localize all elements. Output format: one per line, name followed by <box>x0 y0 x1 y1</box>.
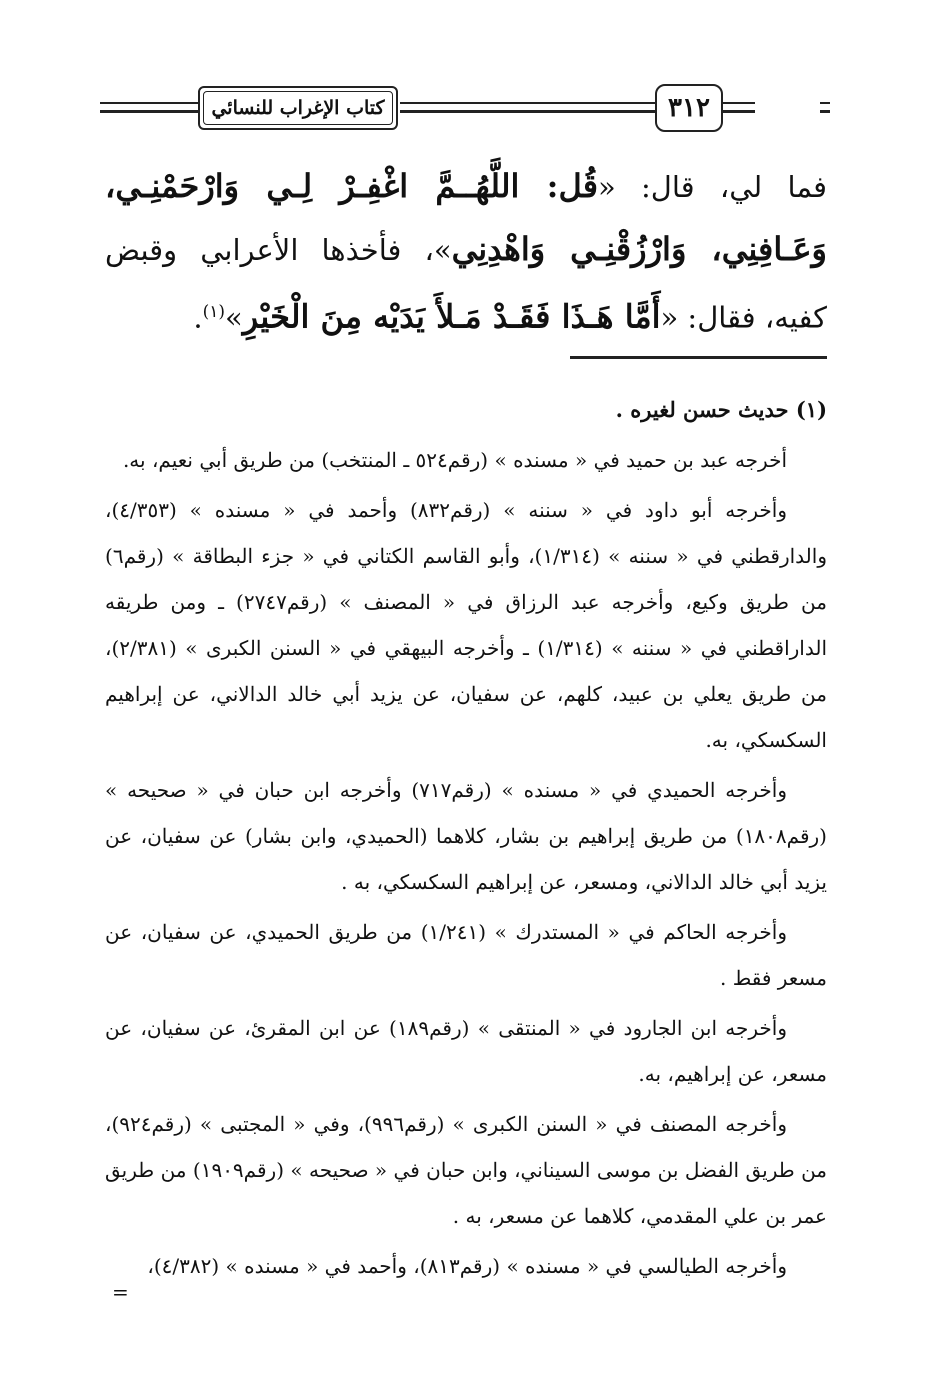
footnotes <box>105 387 827 1289</box>
footnote-paragraph: وأخرجه المصنف في « السنن الكبرى » (رقم٩٩٦)، وفي « المجتبى » (رقم٩٢٤)، من طريق الفضل بن موسى السيناني، وابن حبان في « صحيحه » (رقم١٩٠٩) من طريق عمر بن علي المقدمي، كلاهما عن مسعر، به . <box>105 1112 828 1228</box>
header-rule <box>100 110 200 113</box>
hadith-text: أَمَّا هَـذَا فَقَـدْ مَـلأَ يَدَيْه مِنَ الْخَيْرِ <box>242 297 661 336</box>
header-rule <box>820 110 830 113</box>
footnote-paragraph: وأخرجه ابن الجارود في « المنتقى » (رقم١٨٩) عن ابن المقرئ، عن سفيان، عن مسعر، عن إبراهيم، به. <box>105 1016 827 1086</box>
page-number-frame <box>655 84 723 132</box>
footnote-paragraph: وأخرجه أبو داود في « سننه » (رقم٨٣٢) وأحمد في « مسنده » (٤/٣٥٣)، والدارقطني في « سننه » (١/٣١٤)، وأبو القاسم الكتاني في « جزء البطاقة » (رقم٦) من طريق وكيع، وأخرجه عبد الرزاق في « المصنف » (رقم٢٧٤٧) ـ ومن طريقه الداراقطني في « سننه » (١/٣١٤) ـ وأخرجه البيهقي في « السنن الكبرى » (٢/٣٨١)، من طريق يعلي بن عبيد، كلهم، عن سفيان، عن يزيد أبي خالد الدالاني، عن إبراهيم السكسكي، به. <box>105 498 828 752</box>
book-title: كتاب الإغراب للنسائي <box>211 97 385 119</box>
book-title-frame <box>198 86 398 130</box>
main-text-part: . <box>193 300 203 335</box>
header-rule <box>820 102 830 104</box>
footnote-paragraph: وأخرجه الحميدي في « مسنده » (رقم٧١٧) وأخرجه ابن حبان في « صحيحه » (رقم١٨٠٨) من طريق إبراهيم بن بشار، كلاهما (الحميدي، وابن بشار) عن سفيان، عن يزيد أبي خالد الدالاني، ومسعر، عن إبراهيم السكسكي، به . <box>105 778 827 894</box>
page-header <box>100 78 830 140</box>
footnote-separator <box>570 356 827 359</box>
continuation-mark: = <box>112 1280 129 1304</box>
main-text-part: » <box>225 300 243 335</box>
main-text <box>105 155 827 349</box>
page-number: ٣١٢ <box>668 93 710 123</box>
main-text-part: فما لي، قال: « <box>598 170 827 204</box>
footnote-paragraph: وأخرجه الطيالسي في « مسنده » (رقم٨١٣)، وأحمد في « مسنده » (٤/٣٨٢)، <box>147 1254 787 1278</box>
footnote-paragraph: وأخرجه الحاكم في « المستدرك » (١/٢٤١) من طريق الحميدي، عن سفيان، عن مسعر فقط . <box>105 920 827 990</box>
footnote-ref: (١) <box>202 302 226 322</box>
hadith-text: قُل: اللَّهُــمَّ اغْفِـرْ لِـي وَارْحَمْنِـي، وَعَـافِنِي، وَارْزُقْنِـي وَاهْدِنِي <box>105 167 827 268</box>
footnote-paragraph: أخرجه عبد بن حميد في « مسنده » (رقم٥٢٤ ـ المنتخب) من طريق أبي نعيم، به. <box>122 448 787 472</box>
header-rule <box>100 102 200 104</box>
main-text-part: »، فأخذها الأعرابي وقبض كفيه، فقال: « <box>105 233 827 335</box>
footnote-heading: (١) حديث حسن لغيره . <box>615 397 827 422</box>
